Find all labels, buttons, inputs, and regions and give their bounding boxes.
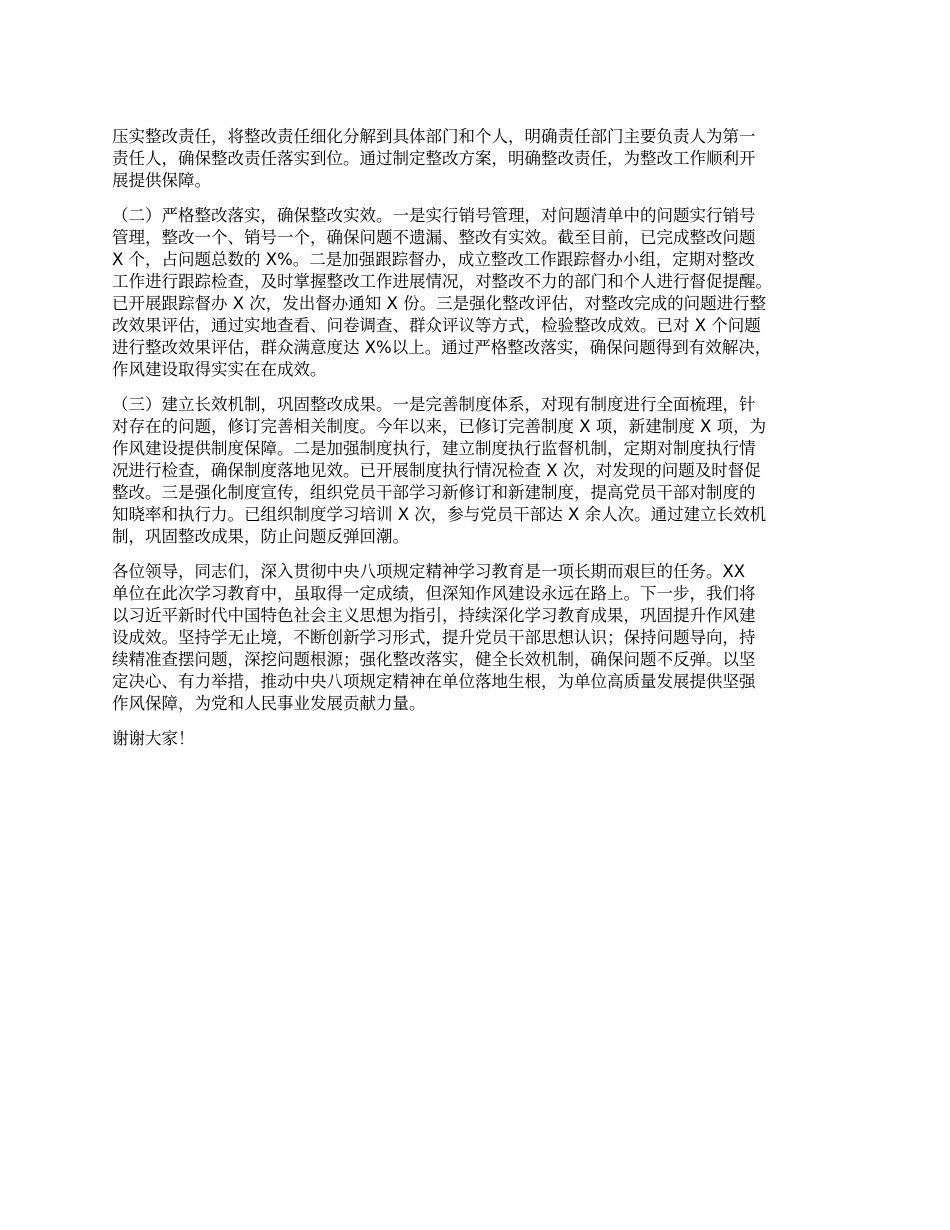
text-line: （三）建立长效机制，巩固整改成果。一是完善制度体系，对现有制度进行全面梳理，针 xyxy=(112,395,756,414)
text-line: 展提供保障。 xyxy=(112,171,211,190)
text-line: 已开展跟踪督办 X 次，发出督办通知 X 份。三是强化整改评估，对整改完成的问题进行整 xyxy=(112,294,767,313)
text-line: 责任人，确保整改责任落实到位。通过制定整改方案，明确整改责任，为整改工作顺利开 xyxy=(112,149,756,168)
text-line: 定决心、有力举措，推动中央八项规定精神在单位落地生根，为单位高质量发展提供坚强 xyxy=(112,672,756,691)
text-line: 以习近平新时代中国特色社会主义思想为指引，持续深化学习教育成果，巩固提升作风建 xyxy=(112,606,756,625)
paragraph-thanks xyxy=(112,728,852,750)
text-line: 制，巩固整改成果，防止问题反弹回潮。 xyxy=(112,527,409,546)
text-line: 作风建设提供制度保障。二是加强制度执行，建立制度执行监督机制，定期对制度执行情 xyxy=(112,439,756,458)
paragraph-strict-rectification xyxy=(112,205,852,381)
paragraph-conclusion xyxy=(112,561,852,715)
text-line: 设成效。坚持学无止境，不断创新学习形式，提升党员干部思想认识；保持问题导向，持 xyxy=(112,628,756,647)
text-line: 整改。三是强化制度宣传，组织党员干部学习新修订和新建制度，提高党员干部对制度的 xyxy=(112,483,756,502)
text-line: 单位在此次学习教育中，虽取得一定成绩，但深知作风建设永远在路上。下一步，我们将 xyxy=(112,584,756,603)
text-line: 各位领导，同志们，深入贯彻中央八项规定精神学习教育是一项长期而艰巨的任务。XX xyxy=(112,562,746,581)
paragraph-long-term-mechanism xyxy=(112,394,852,548)
text-line: （二）严格整改落实，确保整改实效。一是实行销号管理，对问题清单中的问题实行销号 xyxy=(112,206,756,225)
text-line: 压实整改责任，将整改责任细化分解到具体部门和个人，明确责任部门主要负责人为第一 xyxy=(112,127,756,146)
text-line: 谢谢大家！ xyxy=(112,729,195,748)
document-page xyxy=(112,126,852,763)
text-line: 管理，整改一个、销号一个，确保问题不遗漏、整改有实效。截至目前，已完成整改问题 xyxy=(112,228,756,247)
text-line: 况进行检查，确保制度落地见效。已开展制度执行情况检查 X 次，对发现的问题及时督促 xyxy=(112,461,761,480)
text-line: 工作进行跟踪检查，及时掌握整改工作进展情况，对整改不力的部门和个人进行督促提醒。 xyxy=(112,272,772,291)
text-line: 对存在的问题，修订完善相关制度。今年以来，已修订完善制度 X 项，新建制度 X 项，为 xyxy=(112,417,767,436)
text-line: 作风建设取得实实在在成效。 xyxy=(112,360,327,379)
text-line: 作风保障，为党和人民事业发展贡献力量。 xyxy=(112,694,426,713)
text-line: 进行整改效果评估，群众满意度达 X%以上。通过严格整改落实，确保问题得到有效解决， xyxy=(112,338,772,357)
text-line: X 个，占问题总数的 X%。二是加强跟踪督办，成立整改工作跟踪督办小组，定期对整改 xyxy=(112,250,755,269)
text-line: 续精准查摆问题，深挖问题根源；强化整改落实，健全长效机制，确保问题不反弹。以坚 xyxy=(112,650,756,669)
paragraph-rectification-responsibility xyxy=(112,126,852,192)
text-line: 知晓率和执行力。已组织制度学习培训 X 次，参与党员干部达 X 余人次。通过建立长效机 xyxy=(112,505,767,524)
text-line: 改效果评估，通过实地查看、问卷调查、群众评议等方式，检验整改成效。已对 X 个问题 xyxy=(112,316,761,335)
